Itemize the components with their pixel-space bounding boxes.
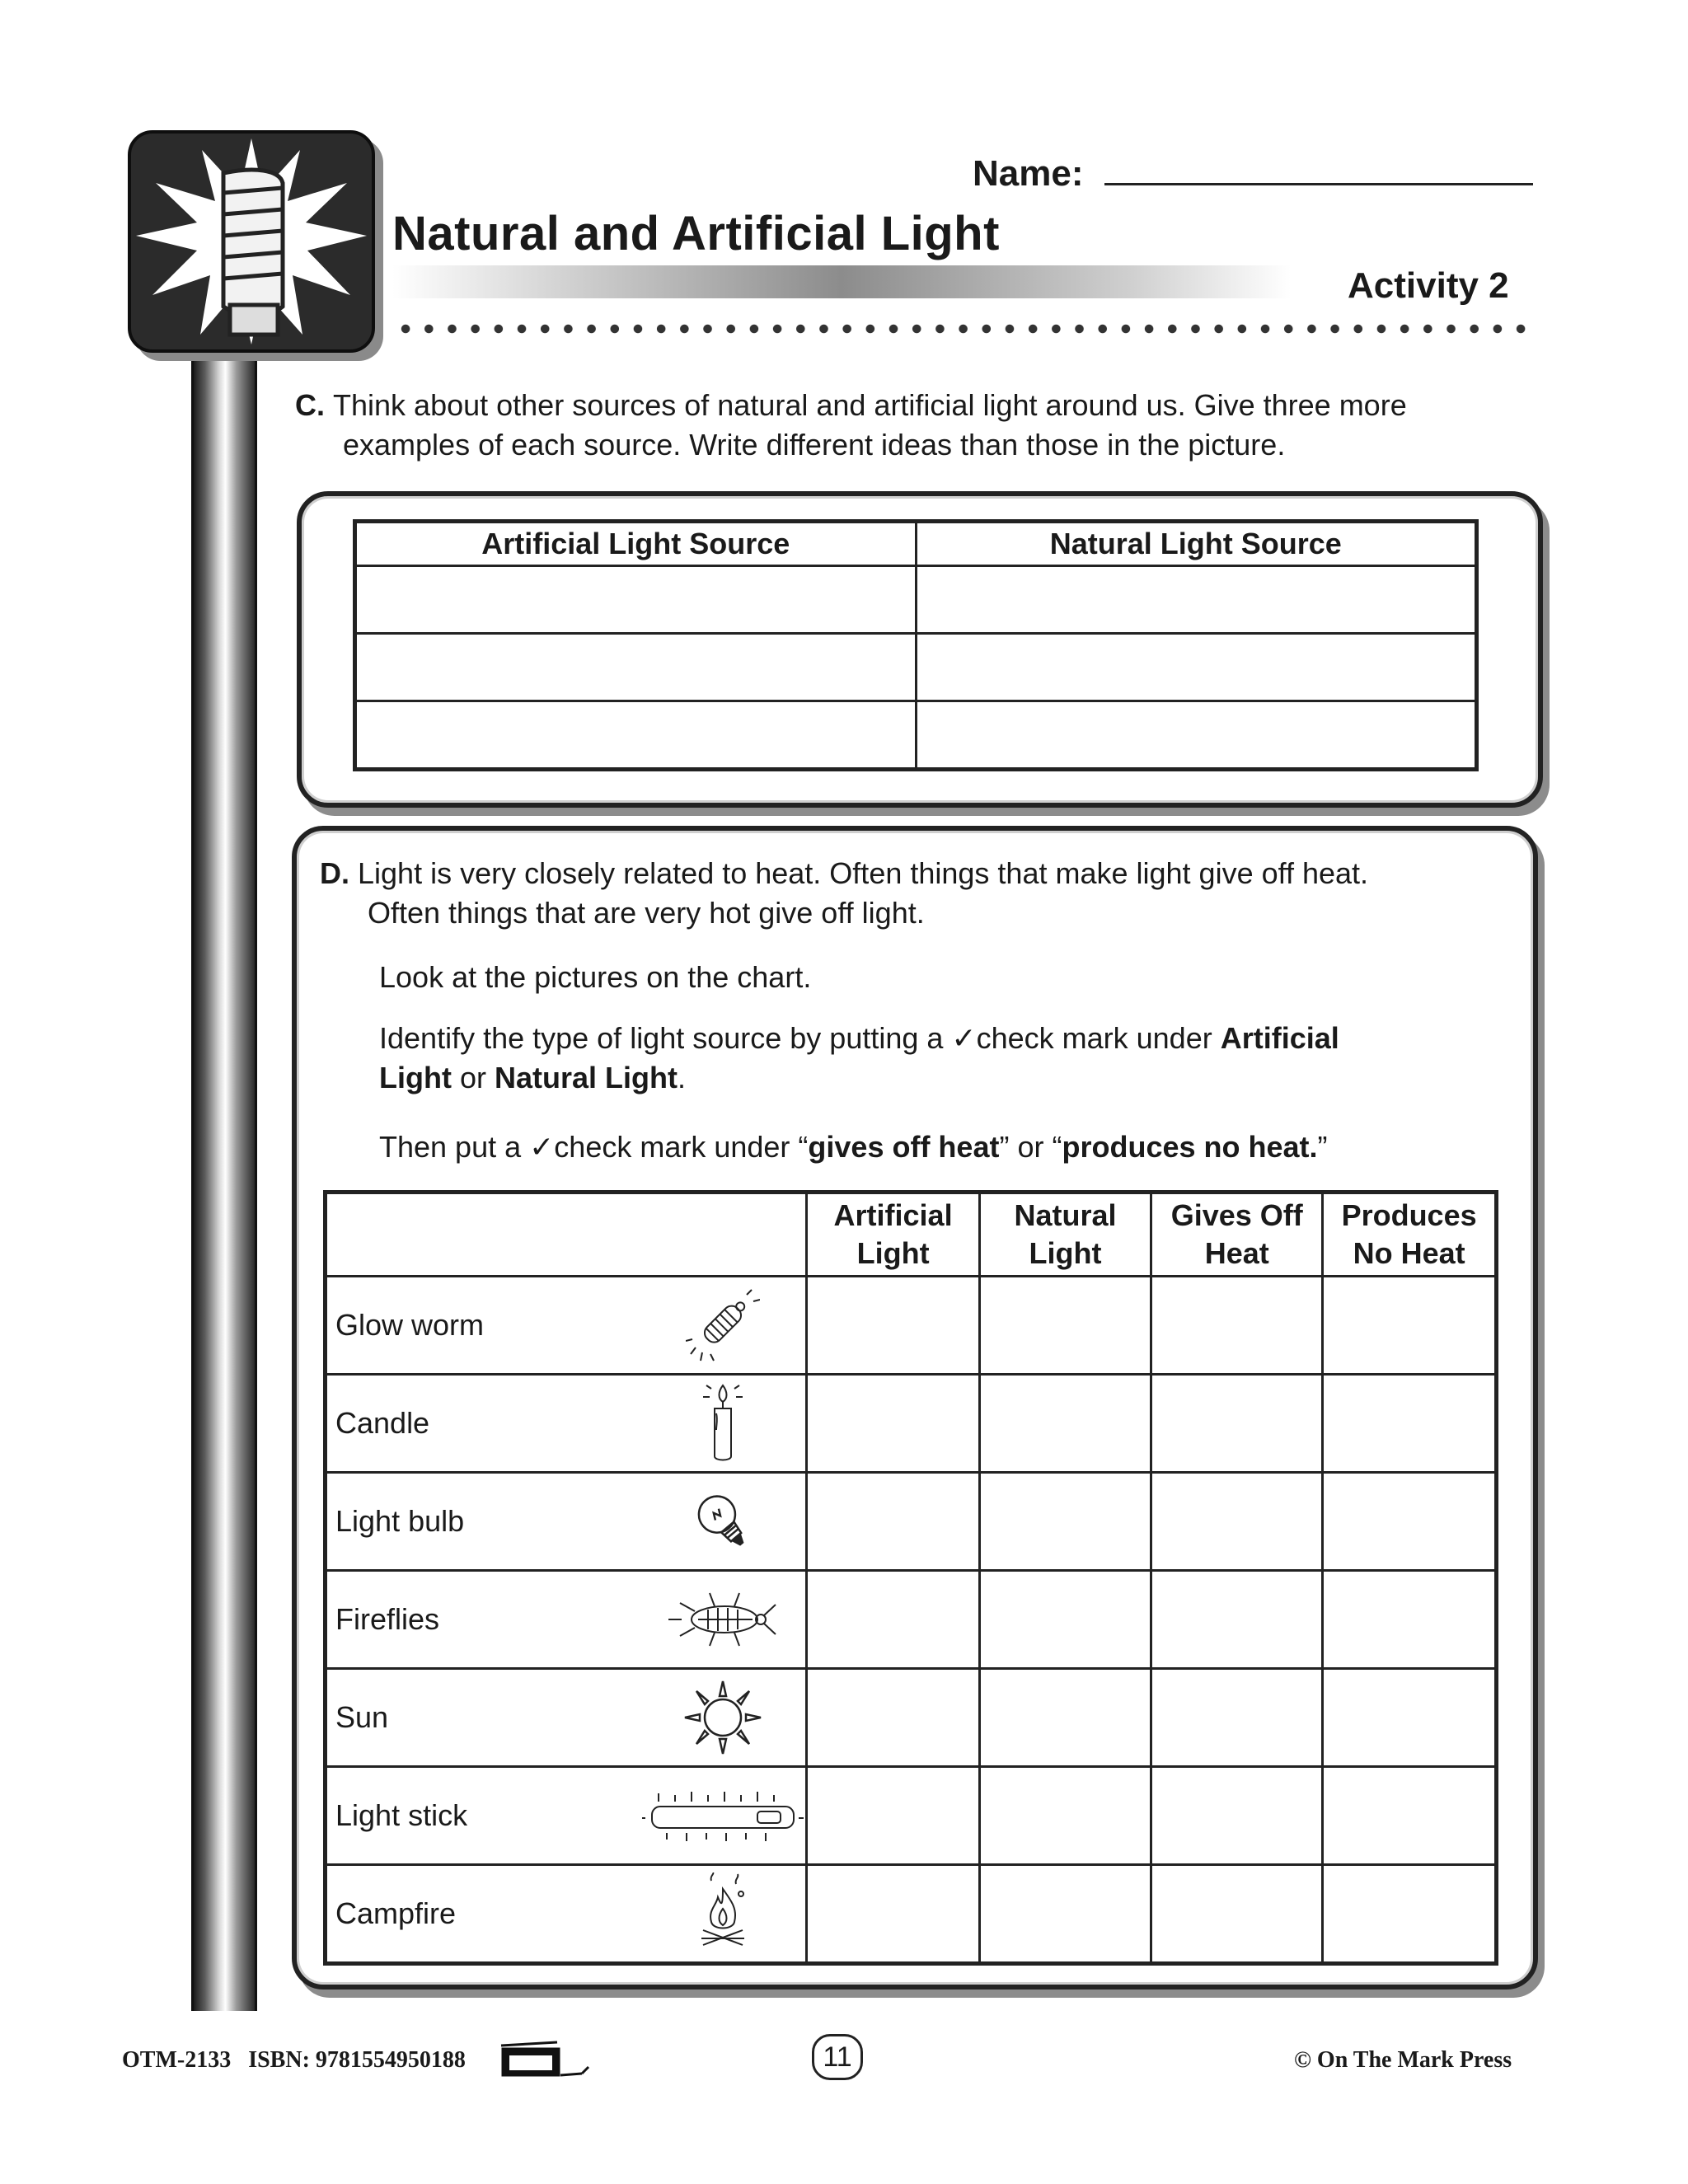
candle-icon: [640, 1378, 805, 1469]
cell-artificial[interactable]: [807, 1277, 979, 1375]
c-cell-natural-1[interactable]: [916, 566, 1477, 634]
page-number: 11: [812, 2034, 863, 2080]
cell-natural[interactable]: [979, 1473, 1151, 1571]
identify-text-b: Artificial: [1220, 1021, 1339, 1055]
cell-artificial[interactable]: [807, 1375, 979, 1473]
section-c-instructions: [295, 386, 1548, 465]
cell-no-heat[interactable]: [1323, 1865, 1497, 1964]
cell-gives-heat[interactable]: [1151, 1865, 1323, 1964]
section-d-line2: Often things that are very hot give off light.: [368, 896, 925, 930]
c-header-natural: Natural Light Source: [916, 522, 1477, 566]
cell-no-heat[interactable]: [1323, 1669, 1497, 1767]
identify-text-a: Identify the type of light source by putting a ✓check mark under: [379, 1021, 1221, 1055]
cell-natural[interactable]: [979, 1767, 1151, 1865]
section-c-line2: examples of each source. Write different ideas than those in the picture.: [343, 428, 1286, 462]
d-header-gives-heat: Gives Off Heat: [1151, 1193, 1323, 1277]
table-row: [326, 1669, 1497, 1767]
identify-text-f: .: [677, 1061, 686, 1094]
light-bulb-icon: [640, 1476, 805, 1567]
cell-artificial[interactable]: [807, 1571, 979, 1669]
section-c-table: [353, 519, 1479, 771]
then-text-b: gives off heat: [808, 1130, 1000, 1164]
cell-gives-heat[interactable]: [1151, 1277, 1323, 1375]
table-row: [326, 1277, 1497, 1375]
starburst-bulb-icon: [131, 134, 372, 349]
dotted-divider: [394, 323, 1533, 335]
glow-worm-icon: [640, 1280, 805, 1371]
cell-gives-heat[interactable]: [1151, 1375, 1323, 1473]
cell-no-heat[interactable]: [1323, 1571, 1497, 1669]
row-label: Light stick: [335, 1798, 468, 1832]
cell-no-heat[interactable]: [1323, 1277, 1497, 1375]
section-d-look: Look at the pictures on the chart.: [379, 960, 812, 994]
section-d-line1: Light is very closely related to heat. Often things that make light give off heat.: [358, 856, 1369, 890]
row-label: Candle: [335, 1406, 430, 1440]
section-d-letter: D.: [320, 856, 349, 890]
section-d-then: [379, 1127, 1517, 1167]
cell-natural[interactable]: [979, 1669, 1151, 1767]
cell-natural[interactable]: [979, 1865, 1151, 1964]
row-label: Fireflies: [335, 1602, 440, 1636]
c-cell-artificial-2[interactable]: [355, 634, 917, 701]
identify-text-e: Natural Light: [494, 1061, 678, 1094]
c-cell-natural-2[interactable]: [916, 634, 1477, 701]
title-gradient-bar: [392, 265, 1291, 298]
then-text-a: Then put a ✓check mark under “: [379, 1130, 809, 1164]
campfire-icon: [640, 1868, 805, 1959]
cell-artificial[interactable]: [807, 1473, 979, 1571]
then-text-c: ” or “: [999, 1130, 1062, 1164]
cell-artificial[interactable]: [807, 1865, 979, 1964]
section-c-line1: Think about other sources of natural and artificial light around us. Give three more: [333, 388, 1407, 422]
cell-gives-heat[interactable]: [1151, 1669, 1323, 1767]
cell-artificial[interactable]: [807, 1669, 979, 1767]
page-title: Natural and Artificial Light: [392, 207, 1000, 260]
row-label: Light bulb: [335, 1504, 465, 1538]
c-cell-artificial-3[interactable]: [355, 701, 917, 770]
section-d-instructions: [320, 854, 1515, 933]
light-bulb-logo: [128, 130, 375, 353]
cell-no-heat[interactable]: [1323, 1767, 1497, 1865]
section-d-identify: [379, 1019, 1517, 1098]
table-row: [326, 1473, 1497, 1571]
then-text-e: ”: [1317, 1130, 1328, 1164]
row-label: Sun: [335, 1700, 389, 1734]
row-label: Glow worm: [335, 1308, 485, 1342]
cell-no-heat[interactable]: [1323, 1473, 1497, 1571]
cell-gives-heat[interactable]: [1151, 1767, 1323, 1865]
cell-natural[interactable]: [979, 1277, 1151, 1375]
cell-natural[interactable]: [979, 1375, 1151, 1473]
cell-gives-heat[interactable]: [1151, 1473, 1323, 1571]
cell-no-heat[interactable]: [1323, 1375, 1497, 1473]
section-d-table: [323, 1190, 1498, 1966]
book-icon: [499, 2041, 590, 2086]
table-row: [326, 1571, 1497, 1669]
row-label: Campfire: [335, 1896, 457, 1930]
d-header-item: [326, 1193, 807, 1277]
c-header-artificial: Artificial Light Source: [355, 522, 917, 566]
table-row: [326, 1767, 1497, 1865]
d-header-natural: Natural Light: [979, 1193, 1151, 1277]
footer-copyright: © On The Mark Press: [1294, 2047, 1512, 2073]
footer-isbn: OTM-2133 ISBN: 9781554950188: [122, 2047, 466, 2073]
c-cell-artificial-1[interactable]: [355, 566, 917, 634]
sun-icon: [640, 1672, 805, 1763]
d-header-artificial: Artificial Light: [807, 1193, 979, 1277]
then-text-d: produces no heat.: [1062, 1130, 1318, 1164]
cell-artificial[interactable]: [807, 1767, 979, 1865]
activity-label: Activity 2: [1348, 265, 1509, 306]
identify-text-d: or: [451, 1061, 495, 1094]
table-row: [326, 1375, 1497, 1473]
name-label: Name:: [973, 153, 1084, 194]
light-stick-icon: [640, 1770, 805, 1861]
identify-text-c: Light: [379, 1061, 452, 1094]
section-c-letter: C.: [295, 388, 325, 422]
d-header-no-heat: Produces No Heat: [1323, 1193, 1497, 1277]
table-row: [326, 1865, 1497, 1964]
cell-natural[interactable]: [979, 1571, 1151, 1669]
lamp-post-pole: [191, 330, 257, 2011]
firefly-icon: [640, 1574, 805, 1665]
c-cell-natural-3[interactable]: [916, 701, 1477, 770]
cell-gives-heat[interactable]: [1151, 1571, 1323, 1669]
name-field[interactable]: [1104, 183, 1533, 185]
